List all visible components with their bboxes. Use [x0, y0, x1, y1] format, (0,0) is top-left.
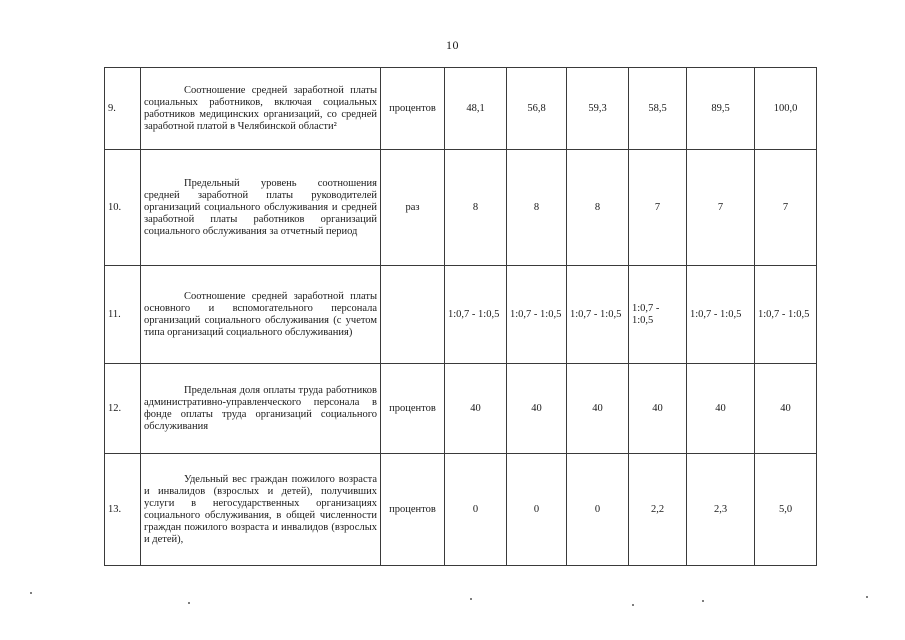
indicator-description: Предельный уровень соотношения средней заработной платы руководителей организаций социального обслуживания и средней заработной платы работников организаций социального обслуживания за отчетный период	[141, 150, 381, 266]
value-cell: 40	[687, 364, 755, 454]
table-row	[105, 454, 817, 566]
value-cell: 1:0,7 - 1:0,5	[755, 266, 817, 364]
indicator-description: Удельный вес граждан пожилого возраста и инвалидов (взрослых и детей), получивших услуги в негосударственных организациях социального обслуживания, в общей численности граждан пожилого возраста и инвалидов (взрослых и детей),	[141, 454, 381, 566]
page-number: 10	[446, 38, 459, 52]
value-cell: 48,1	[445, 68, 507, 150]
unit-cell: раз	[381, 150, 445, 266]
table-row	[105, 364, 817, 454]
value-cell: 40	[507, 364, 567, 454]
value-cell: 8	[507, 150, 567, 266]
unit-cell	[381, 266, 445, 364]
value-cell: 1:0,7 - 1:0,5	[629, 266, 687, 364]
value-cell: 1:0,7 - 1:0,5	[507, 266, 567, 364]
table-row	[105, 68, 817, 150]
value-cell: 58,5	[629, 68, 687, 150]
scan-speck	[702, 600, 704, 602]
indicator-description: Соотношение средней заработной платы социальных работников, включая социальных работников медицинских организаций, со средней заработной платой в Челябинской области²	[141, 68, 381, 150]
indicator-description: Соотношение средней заработной платы основного и вспомогательного персонала организаций социального обслуживания (с учетом типа организаций социального обслуживания)	[141, 266, 381, 364]
value-cell: 1:0,7 - 1:0,5	[445, 266, 507, 364]
value-cell: 40	[445, 364, 507, 454]
row-number: 10.	[105, 150, 141, 266]
table-row	[105, 150, 817, 266]
value-cell: 7	[755, 150, 817, 266]
value-cell: 100,0	[755, 68, 817, 150]
scan-speck	[866, 596, 868, 598]
value-cell: 40	[567, 364, 629, 454]
value-cell: 7	[629, 150, 687, 266]
scan-speck	[470, 598, 472, 600]
value-cell: 2,2	[629, 454, 687, 566]
unit-cell: процентов	[381, 364, 445, 454]
value-cell: 8	[445, 150, 507, 266]
value-cell: 1:0,7 - 1:0,5	[687, 266, 755, 364]
value-cell: 0	[507, 454, 567, 566]
indicator-description: Предельная доля оплаты труда работников административно-управленческого персонала в фонде оплаты труда организаций социального обслуживания	[141, 364, 381, 454]
row-number: 9.	[105, 68, 141, 150]
value-cell: 40	[755, 364, 817, 454]
unit-cell: процентов	[381, 68, 445, 150]
value-cell: 89,5	[687, 68, 755, 150]
scan-speck	[30, 592, 32, 594]
value-cell: 59,3	[567, 68, 629, 150]
row-number: 11.	[105, 266, 141, 364]
value-cell: 40	[629, 364, 687, 454]
value-cell: 8	[567, 150, 629, 266]
scan-speck	[632, 604, 634, 606]
table-row	[105, 266, 817, 364]
value-cell: 0	[567, 454, 629, 566]
value-cell: 2,3	[687, 454, 755, 566]
value-cell: 1:0,7 - 1:0,5	[567, 266, 629, 364]
scan-speck	[188, 602, 190, 604]
value-cell: 0	[445, 454, 507, 566]
unit-cell: процентов	[381, 454, 445, 566]
value-cell: 56,8	[507, 68, 567, 150]
row-number: 13.	[105, 454, 141, 566]
row-number: 12.	[105, 364, 141, 454]
value-cell: 5,0	[755, 454, 817, 566]
value-cell: 7	[687, 150, 755, 266]
indicators-table	[104, 67, 817, 566]
